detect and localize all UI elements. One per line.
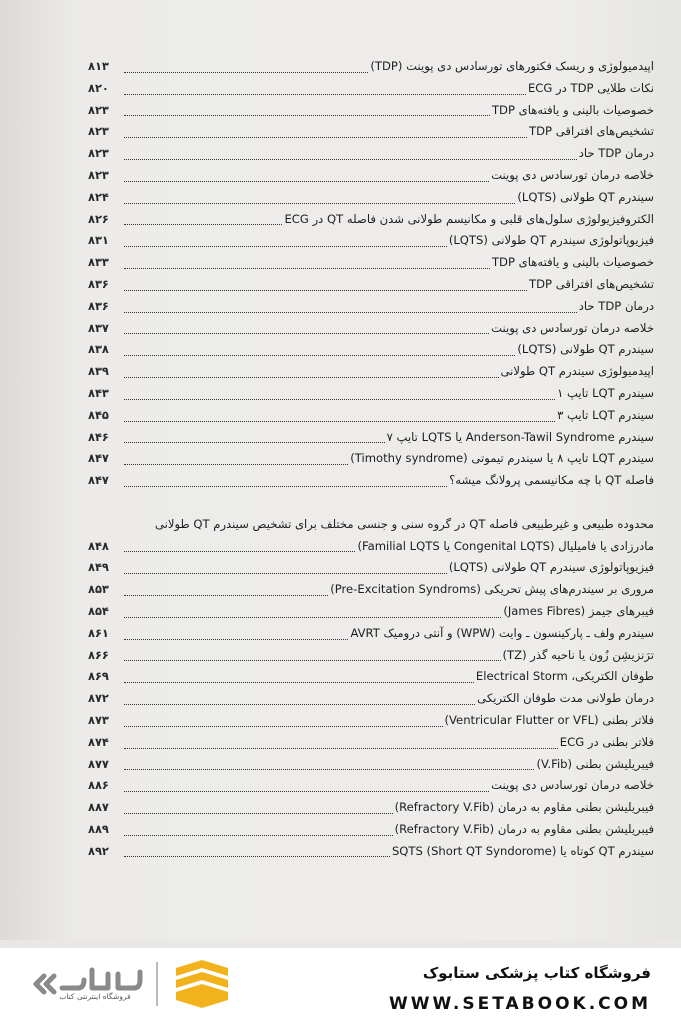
toc-entry-title: فیبریلیشن بطنی مقاوم به درمان (Refractory V.Fib) bbox=[394, 821, 654, 836]
toc-entry-page: ۸۳۷ bbox=[88, 320, 109, 335]
toc-entry-page: ۸۲۳ bbox=[88, 167, 109, 182]
dot-leader bbox=[124, 704, 475, 705]
toc-entry-page: ۸۷۴ bbox=[88, 734, 109, 749]
toc-entry[interactable] bbox=[88, 252, 654, 274]
setabook-logo[interactable] bbox=[26, 958, 276, 1014]
toc-entry-page: ۸۶۶ bbox=[88, 647, 109, 662]
table-of-contents bbox=[88, 56, 654, 862]
toc-entry[interactable] bbox=[88, 666, 654, 688]
toc-entry[interactable] bbox=[88, 645, 654, 667]
toc-entry[interactable] bbox=[88, 274, 654, 296]
toc-entry-title: خصوصیات بالینی و یافته‌های TDP bbox=[491, 255, 654, 270]
dot-leader bbox=[124, 224, 282, 225]
toc-entry[interactable] bbox=[88, 405, 654, 427]
toc-entry-page: ۸۲۰ bbox=[88, 80, 109, 95]
dot-leader bbox=[124, 551, 355, 552]
toc-entry-page: ۸۳۱ bbox=[88, 233, 109, 248]
toc-entry-title: سیندرم Anderson-Tawil Syndrome یا LQTS تایپ ۷ bbox=[386, 429, 654, 444]
toc-entry-page: ۸۱۳ bbox=[88, 59, 109, 73]
toc-entry[interactable] bbox=[88, 579, 654, 601]
toc-entry-page: ۸۳۹ bbox=[88, 364, 109, 379]
toc-entry-title: خلاصه درمان تورسادس دی پوینت bbox=[491, 778, 654, 793]
toc-entry[interactable] bbox=[88, 623, 654, 645]
toc-entry-page: ۸۵۴ bbox=[88, 603, 109, 618]
toc-entry-page: ۸۶۹ bbox=[88, 669, 109, 684]
dot-leader bbox=[124, 486, 447, 487]
book-icon bbox=[176, 960, 228, 1008]
dot-leader bbox=[124, 268, 490, 269]
toc-entry-page: ۸۳۳ bbox=[88, 255, 109, 270]
toc-entry-title: فلاتر بطنی (Ventricular Flutter or VFL) bbox=[444, 712, 654, 727]
dot-leader bbox=[124, 72, 368, 73]
toc-entry[interactable] bbox=[88, 536, 654, 558]
toc-entry-page: ۸۴۳ bbox=[88, 385, 109, 400]
toc-entry-page: ۸۷۳ bbox=[88, 712, 109, 727]
toc-entry-title: خلاصه درمان تورسادس دی پوینت bbox=[491, 167, 654, 182]
toc-entry-title: سیندرم ولف ـ پارکینسون ـ وایت (WPW) و آنتی درومیک AVRT bbox=[350, 625, 654, 640]
toc-entry[interactable] bbox=[88, 427, 654, 449]
toc-entry-page: ۸۴۸ bbox=[88, 538, 109, 553]
dot-leader bbox=[124, 355, 515, 356]
toc-entry-page: ۸۳۶ bbox=[88, 276, 109, 291]
dot-leader bbox=[124, 617, 501, 618]
toc-entry-title: اپیدمیولوژی و ریسک فکتورهای تورسادس دی پوینت (TDP) bbox=[370, 59, 654, 73]
toc-entry[interactable] bbox=[88, 470, 654, 492]
dot-leader bbox=[124, 137, 527, 138]
toc-entry-page: ۸۹۲ bbox=[88, 843, 109, 858]
dot-leader bbox=[124, 181, 489, 182]
toc-entry-title: خلاصه درمان تورسادس دی پوینت bbox=[491, 320, 654, 335]
toc-entry-page: ۸۷۷ bbox=[88, 756, 109, 771]
toc-entry-page: ۸۳۶ bbox=[88, 298, 109, 313]
dot-leader bbox=[124, 246, 447, 247]
toc-entry-title: ترَنزیشِن زُون یا ناحیه گذر (TZ) bbox=[502, 647, 654, 662]
dot-leader bbox=[124, 377, 499, 378]
dot-leader bbox=[124, 115, 490, 116]
dot-leader bbox=[124, 421, 555, 422]
toc-entry-title: مادرزادی یا فامیلیال (Congenital LQTS یا Familial LQTS) bbox=[357, 538, 654, 553]
store-name: فروشگاه کتاب پزشکی ستابوک bbox=[422, 964, 651, 982]
dot-leader bbox=[124, 748, 558, 749]
toc-entry-title: درمان TDP حاد bbox=[578, 298, 654, 313]
toc-entry-title: فیزیوپاتولوژی سیندرم QT طولانی (LQTS) bbox=[448, 233, 654, 248]
toc-entry-page: ۸۴۵ bbox=[88, 407, 109, 422]
toc-entry-page: ۸۸۶ bbox=[88, 778, 109, 793]
dot-leader bbox=[124, 769, 534, 770]
toc-entry-title: سیندرم QT کوتاه یا SQTS (Short QT Syndorome) bbox=[391, 843, 654, 858]
dot-leader bbox=[124, 595, 328, 596]
toc-entry-title: فیزیوپاتولوژی سیندرم QT طولانی (LQTS) bbox=[448, 560, 654, 575]
toc-entry-page: ۸۸۹ bbox=[88, 821, 109, 836]
dot-leader bbox=[124, 791, 489, 792]
toc-entry-page: ۸۲۳ bbox=[88, 124, 109, 139]
toc-entry-title: مروری بر سیندرم‌های پیش تحریکی (Pre-Excitation Syndroms) bbox=[330, 582, 654, 597]
footer-banner bbox=[0, 948, 681, 1024]
toc-entry[interactable] bbox=[88, 841, 654, 863]
toc-entry-title: سیندرم QT طولانی (LQTS) bbox=[517, 342, 654, 357]
toc-entry-title: محدوده طبیعی و غیرطبیعی فاصله QT در گروه سنی و جنسی مختلف برای تشخیص سیندرم QT طولانی bbox=[154, 516, 654, 531]
toc-entry-title: درمان طولانی مدت طوفان الکتریکی bbox=[477, 691, 654, 706]
toc-entry-page: ۸۸۷ bbox=[88, 800, 109, 815]
toc-entry-title: سیندرم QT طولانی (LQTS) bbox=[517, 189, 654, 204]
toc-entry-title: الکتروفیزیولوژی سلول‌های قلبی و مکانیسم طولانی شدن فاصله QT در ECG bbox=[284, 211, 654, 226]
toc-entry-page: ۸۲۳ bbox=[88, 146, 109, 161]
toc-entry-title: خصوصیات بالینی و یافته‌های TDP bbox=[491, 102, 654, 117]
toc-entry[interactable] bbox=[88, 100, 654, 122]
toc-entry[interactable] bbox=[88, 339, 654, 361]
toc-entry-title: تشخیص‌های افتراقی TDP bbox=[529, 276, 654, 291]
toc-entry[interactable] bbox=[88, 688, 654, 710]
dot-leader bbox=[124, 94, 526, 95]
toc-entry[interactable] bbox=[88, 448, 654, 470]
toc-entry-title: سیندرم LQT تایپ ۸ یا سیندرم تیموتی (Timothy syndrome) bbox=[350, 451, 654, 466]
dot-leader bbox=[124, 203, 515, 204]
toc-entry[interactable] bbox=[88, 209, 654, 231]
toc-entry-page: ۸۴۹ bbox=[88, 560, 109, 575]
toc-entry[interactable] bbox=[88, 187, 654, 209]
dot-leader bbox=[124, 312, 577, 313]
logo-wordmark bbox=[36, 970, 140, 992]
dot-leader bbox=[124, 660, 501, 661]
toc-entry[interactable] bbox=[88, 775, 654, 797]
toc-entry[interactable] bbox=[88, 230, 654, 252]
toc-entry-title: سیندرم LQT تایپ ۱ bbox=[557, 385, 654, 400]
toc-entry[interactable] bbox=[88, 361, 654, 383]
toc-entry[interactable] bbox=[88, 710, 654, 732]
toc-entry-page: ۸۳۸ bbox=[88, 342, 109, 357]
toc-entry-page: ۸۲۴ bbox=[88, 189, 109, 204]
toc-entry-title: درمان TDP حاد bbox=[578, 146, 654, 161]
toc-entry[interactable] bbox=[88, 296, 654, 318]
toc-entry-page: ۸۶۱ bbox=[88, 625, 109, 640]
toc-entry-title: فیبرهای جیمز (James Fibres) bbox=[503, 603, 654, 618]
toc-entry-page: ۸۵۳ bbox=[88, 582, 109, 597]
toc-entry-page: ۸۴۷ bbox=[88, 451, 109, 466]
toc-entry-page: ۸۲۶ bbox=[88, 211, 109, 226]
logo-subtitle: فروشگاه اینترنتی کتاب bbox=[59, 992, 131, 1001]
toc-entry-title: فیبریلیشن بطنی (V.Fib) bbox=[536, 756, 654, 771]
toc-entry[interactable] bbox=[88, 165, 654, 187]
dot-leader bbox=[124, 464, 348, 465]
toc-entry[interactable] bbox=[88, 797, 654, 819]
toc-entry[interactable] bbox=[88, 492, 654, 536]
toc-entry-page: ۸۴۷ bbox=[88, 473, 109, 488]
toc-entry-page: ۸۷۲ bbox=[88, 691, 109, 706]
dot-leader bbox=[124, 290, 527, 291]
toc-entry-title: تشخیص‌های افتراقی TDP bbox=[529, 124, 654, 139]
toc-entry-page: ۸۴۶ bbox=[88, 429, 109, 444]
toc-entry[interactable] bbox=[88, 121, 654, 143]
dot-leader bbox=[124, 639, 348, 640]
toc-entry[interactable] bbox=[88, 56, 654, 78]
site-url[interactable]: WWW.SETABOOK.COM bbox=[389, 994, 651, 1014]
dot-leader bbox=[124, 442, 385, 443]
dot-leader bbox=[124, 813, 393, 814]
toc-entry-title: سیندرم LQT تایپ ۳ bbox=[557, 407, 654, 422]
toc-entry[interactable] bbox=[88, 557, 654, 579]
toc-entry-title: نکات طلایی TDP در ECG bbox=[527, 80, 654, 95]
dot-leader bbox=[124, 573, 447, 574]
dot-leader bbox=[124, 856, 390, 857]
dot-leader bbox=[124, 399, 555, 400]
toc-entry[interactable] bbox=[88, 383, 654, 405]
dot-leader bbox=[124, 726, 443, 727]
dot-leader bbox=[124, 835, 393, 836]
toc-entry-title: فاصله QT با چه مکانیسمی پرولانگ میشه؟ bbox=[449, 473, 654, 488]
toc-entry-title: فیبریلیشن بطنی مقاوم به درمان (Refractory V.Fib) bbox=[394, 800, 654, 815]
toc-entry-title: اپیدمیولوژی سیندرم QT طولانی bbox=[500, 364, 654, 379]
toc-entry[interactable] bbox=[88, 732, 654, 754]
toc-entry[interactable] bbox=[88, 318, 654, 340]
toc-entry[interactable] bbox=[88, 78, 654, 100]
dot-leader bbox=[124, 682, 474, 683]
toc-entry[interactable] bbox=[88, 143, 654, 165]
toc-entry-page: ۸۲۳ bbox=[88, 102, 109, 117]
toc-entry[interactable] bbox=[88, 819, 654, 841]
toc-entry-title: فلاتر بطنی در ECG bbox=[559, 734, 654, 749]
toc-entry[interactable] bbox=[88, 601, 654, 623]
toc-entry-title: طوفان الکتریکی، Electrical Storm bbox=[475, 669, 654, 684]
dot-leader bbox=[124, 333, 489, 334]
dot-leader bbox=[124, 159, 577, 160]
toc-entry[interactable] bbox=[88, 754, 654, 776]
